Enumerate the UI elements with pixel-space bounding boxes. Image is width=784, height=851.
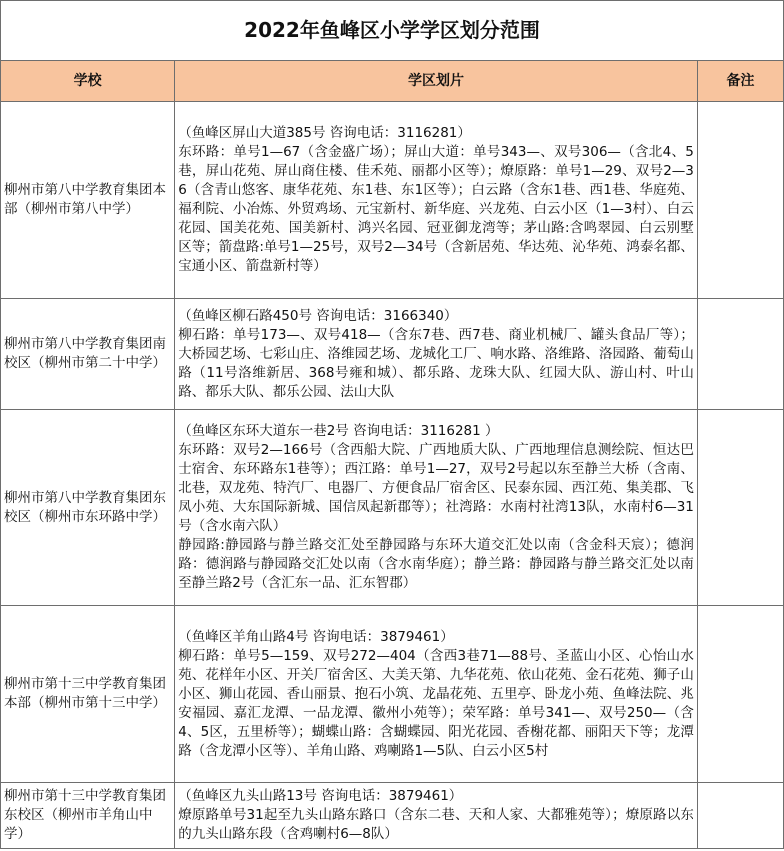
note-cell bbox=[697, 606, 783, 783]
area-cell bbox=[175, 299, 698, 410]
area-line: 东环路：双号2—166号（含西船大院、广西地质大队、广西地理信息测绘院、恒达巴士宿舍、东环路东1巷等）；西江路：单号1—27，双号2号起以东至静兰大桥（含南、北巷，双龙苑、特汽厂、电器厂、方便食品厂宿舍区、民泰东园、西江苑、集美郡、飞凤小苑、大东国际新城、国信凤起新郡等）；社湾路：水南村社湾13队，水南村6—31号（含水南六队） bbox=[178, 442, 694, 534]
area-line: 柳石路：单号5—159、双号272—404（含西3巷71—88号、圣蓝山小区、心怡山水苑、花样年小区、开关厂宿舍区、大美天第、九华花苑、依山花苑、金石花苑、狮子山小区、狮山花园、香山丽景、抱石小筑、龙晶花苑、五里亭、卧龙小苑、鱼峰法院、兆安福园、嘉汇龙潭、一品龙潭、徽州小苑等）；荣军路：单号341—、双号250—（含4、5区，五里桥等）；蝴蝶山路：含蝴蝶园、阳光花园、香榭花都、丽阳天下等；龙潭路（含龙潭小区等）、羊角山路、鸡喇路1—5队、白云小区5村 bbox=[178, 647, 694, 759]
header-row bbox=[1, 61, 784, 102]
school-cell: 柳州市第八中学教育集团东校区（柳州市东环路中学） bbox=[1, 410, 175, 606]
area-cell bbox=[175, 102, 698, 299]
title-row bbox=[1, 1, 784, 61]
area-line: （鱼峰区柳石路450号 咨询电话：3166340） bbox=[178, 307, 458, 324]
area-line: 静园路:静园路与静兰路交汇处至静园路与东环大道交汇处以南（含金科天宸）；德润路：德润路与静园路交汇处以南（含水南华庭）；静兰路：静园路与静兰路交汇处以南至静兰路2号（含汇东一品、汇东智郡） bbox=[178, 537, 694, 591]
school-cell: 柳州市第八中学教育集团南校区（柳州市第二十中学） bbox=[1, 299, 175, 410]
note-cell bbox=[697, 410, 783, 606]
school-cell: 柳州市第八中学教育集团本部（柳州市第八中学） bbox=[1, 102, 175, 299]
table-row bbox=[1, 410, 784, 606]
header-school: 学校 bbox=[1, 61, 175, 102]
area-line: （鱼峰区九头山路13号 咨询电话：3879461） bbox=[178, 788, 463, 804]
header-area: 学区划片 bbox=[175, 61, 698, 102]
page-title: 2022年鱼峰区小学学区划分范围 bbox=[1, 1, 784, 61]
area-line: 燎原路单号31起至九头山路东路口（含东二巷、天和人家、大都雅苑等）；燎原路以东的九头山路东段（含鸡喇村6—8队） bbox=[178, 807, 694, 842]
area-cell bbox=[175, 606, 698, 783]
area-cell bbox=[175, 783, 698, 849]
table-row bbox=[1, 299, 784, 410]
table-row bbox=[1, 606, 784, 783]
area-line: 东环路：单号1—67（含金盛广场）；屏山大道：单号343—、双号306—（含北4、5巷，屏山花苑、屏山商住楼、佳禾苑、丽都小区等）；燎原路：单号1—29、双号2—36（含青山悠客、康华花苑、东1巷、东1区等）；白云路（含东1巷、西1巷、华庭苑、福利院、小冶炼、外贸鸡场、元宝新村、新华庭、兴龙苑、白云小区（1—3村）、白云花园、国美花苑、国美新村、鸿兴名园、冠亚御龙湾等；茅山路:含鸣翠园、白云别墅区等；箭盘路:单号1—25号，双号2—34号（含新居苑、华达苑、沁华苑、鸿泰名都、宝通小区、箭盘新村等） bbox=[178, 144, 694, 274]
table-row bbox=[1, 102, 784, 299]
area-cell bbox=[175, 410, 698, 606]
area-line: （鱼峰区东环大道东一巷2号 咨询电话：3116281 ） bbox=[178, 423, 499, 439]
note-cell bbox=[697, 102, 783, 299]
school-cell: 柳州市第十三中学教育集团东校区（柳州市羊角山中学） bbox=[1, 783, 175, 849]
school-cell: 柳州市第十三中学教育集团本部（柳州市第十三中学） bbox=[1, 606, 175, 783]
note-cell bbox=[697, 783, 783, 849]
area-line: （鱼峰区屏山大道385号 咨询电话：3116281） bbox=[178, 125, 471, 141]
area-line: 柳石路：单号173—、双号418—（含东7巷、西7巷、商业机械厂、罐头食品厂等）；大桥园艺场、七彩山庄、洛维园艺场、龙城化工厂、响水路、洛维路、洛园路、葡萄山路（11号洛维新居、368号雍和城）、都乐路、龙珠大队、红园大队、游山村、叶山路、都乐大队、都乐公园、法山大队 bbox=[178, 326, 694, 400]
table-row bbox=[1, 783, 784, 849]
area-line: （鱼峰区羊角山路4号 咨询电话：3879461） bbox=[178, 628, 454, 645]
header-note: 备注 bbox=[697, 61, 783, 102]
note-cell bbox=[697, 299, 783, 410]
